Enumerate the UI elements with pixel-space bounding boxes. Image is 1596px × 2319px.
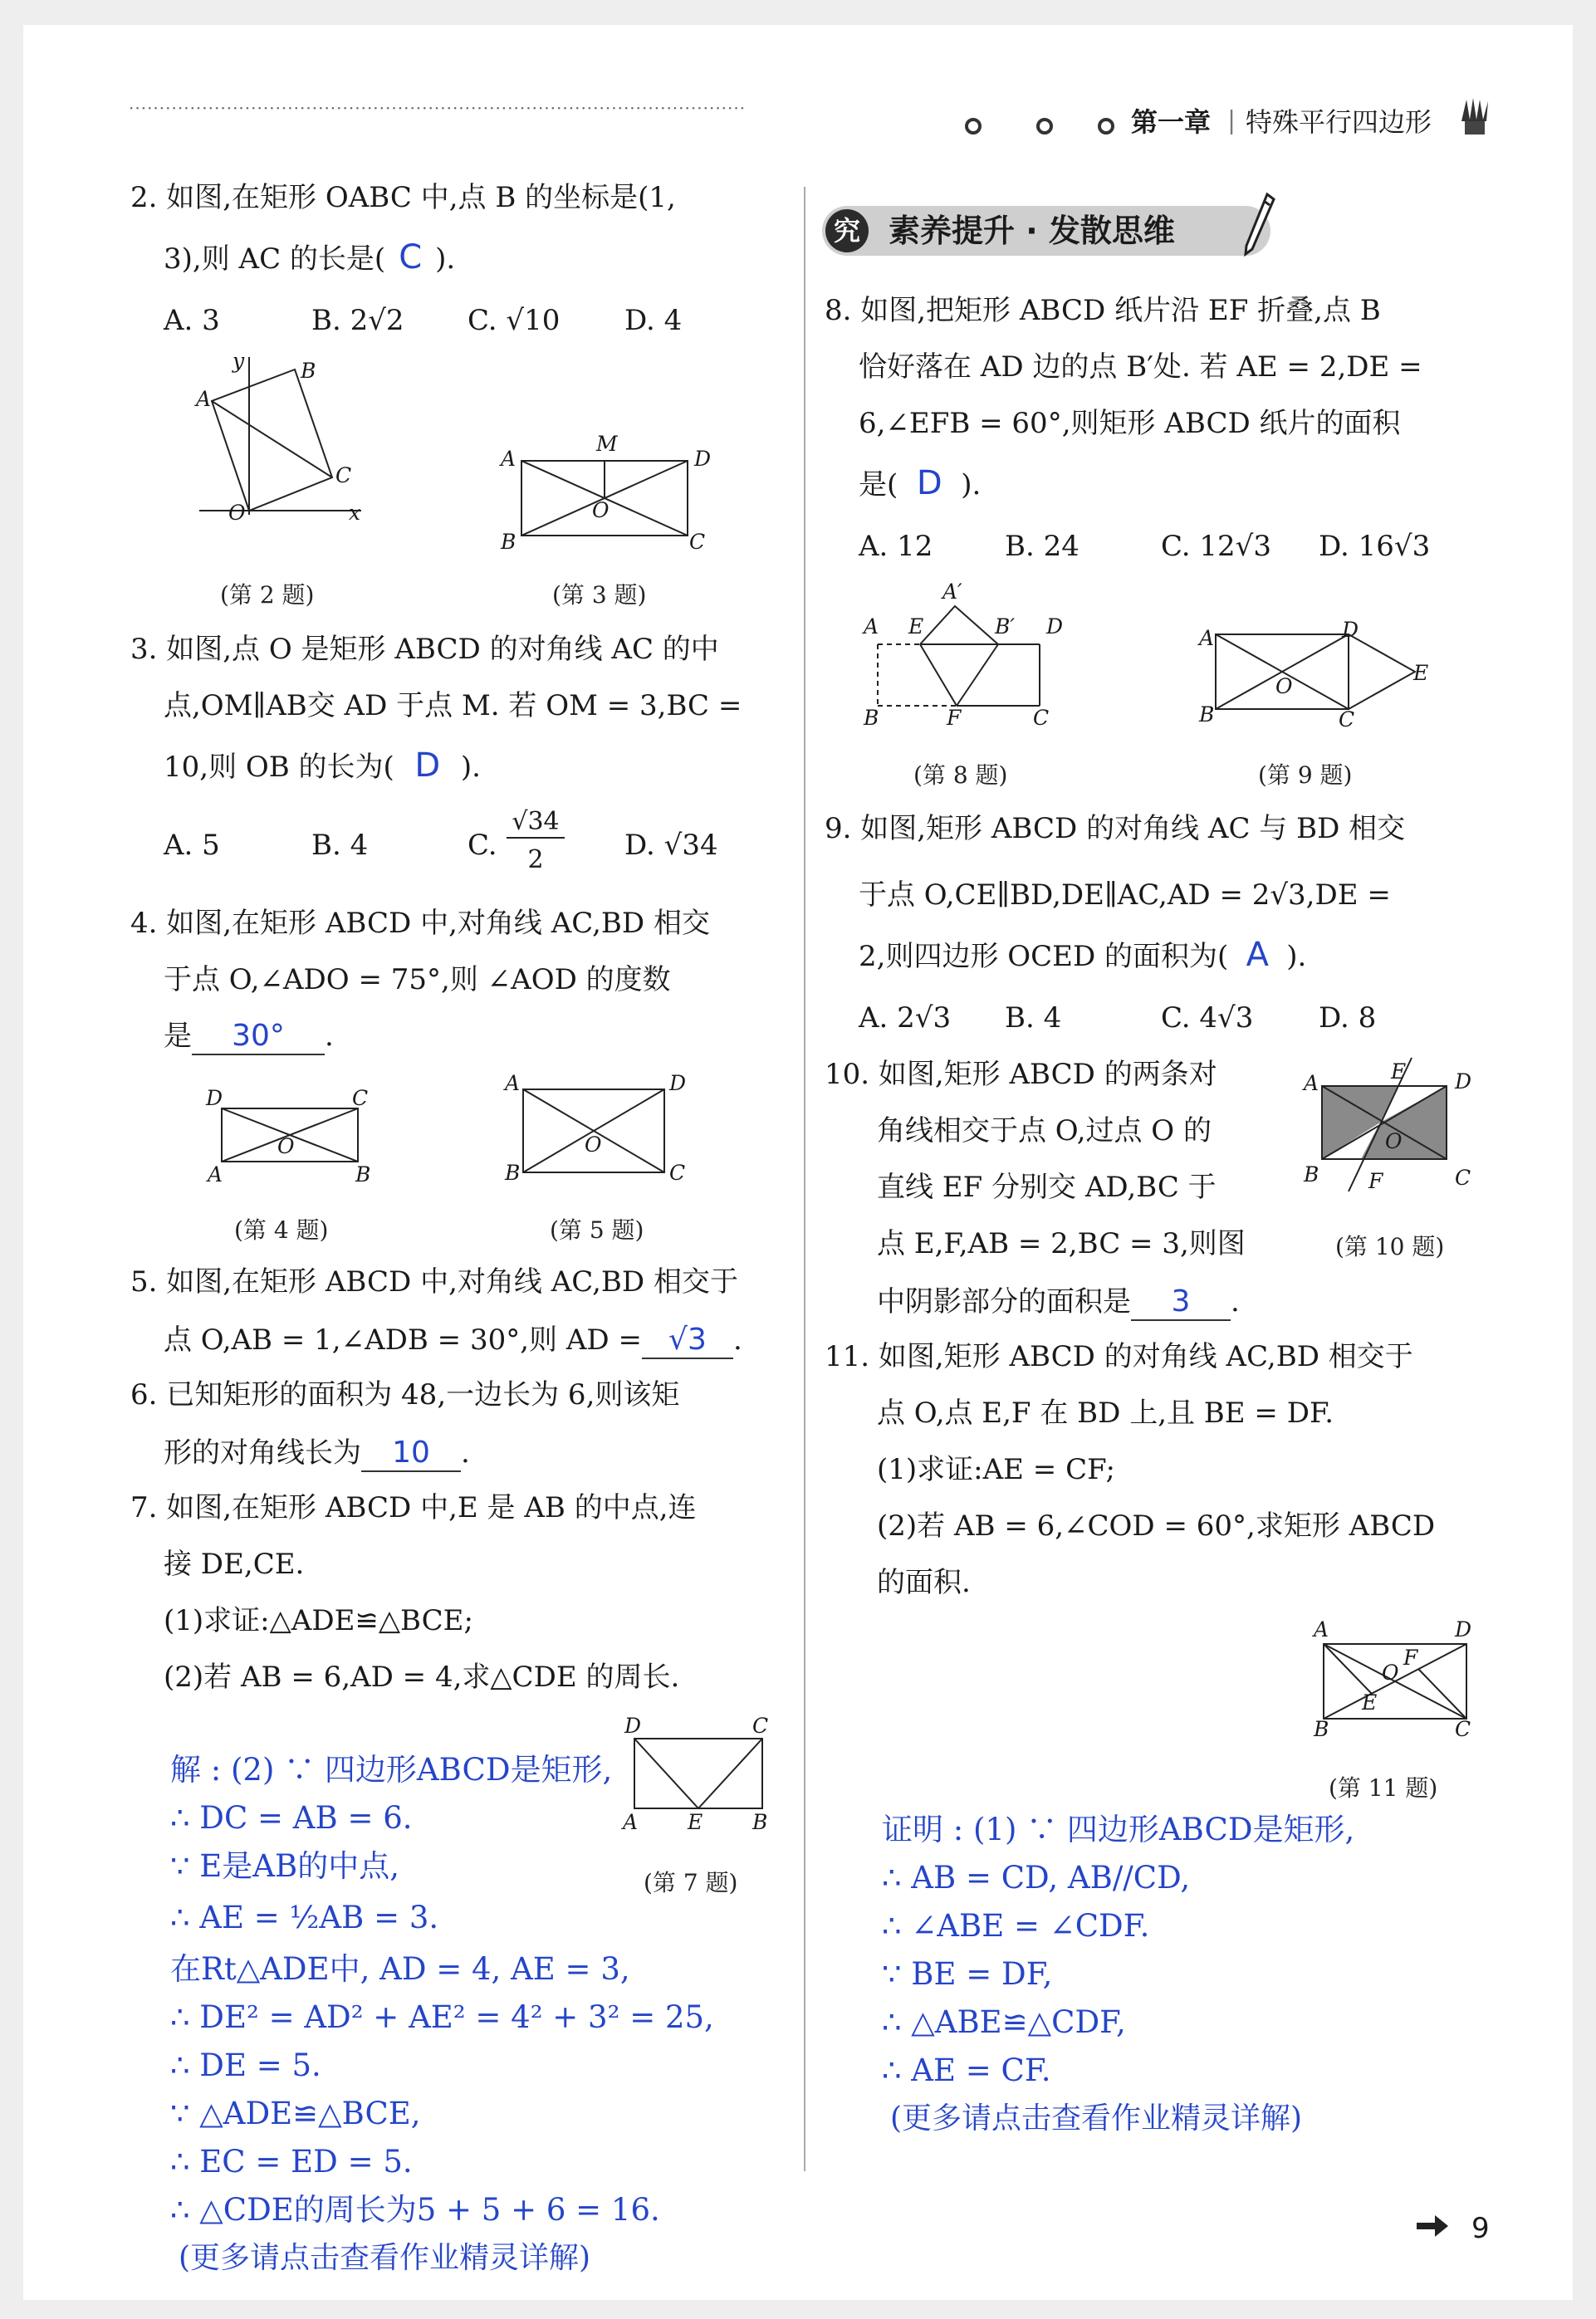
q7-solution-line: ∴ AE = ½AB = 3. [170,1900,439,1935]
q9-option-c: C. 4√3 [1161,1001,1254,1035]
fig5-label-a: A [505,1071,521,1095]
q11-solution-line: ∴ ∠ABE = ∠CDF. [882,1908,1150,1944]
q9-option-a: A. 2√3 [859,1001,952,1035]
q3-answer: D [414,746,441,785]
fig9-label-d: D [1342,618,1359,642]
q7-solution-line: ∵ △ADE≌△BCE, [170,2096,421,2131]
q11-caption: (第 11 题) [1329,1774,1438,1802]
q8-stem-line1: 8. 如图,把矩形 ABCD 纸片沿 EF 折叠,点 B [825,294,1381,327]
q7-solution-line: ∴ DE² = AD² + AE² = 4² + 3² = 25, [170,1999,714,2035]
fig2-label-o: O [228,501,246,525]
figure-q7 [633,1737,766,1812]
fig7-label-d: D [624,1714,642,1738]
fig8-label-a: A [864,614,879,638]
fig3-label-b: B [501,530,516,554]
figure-q8 [874,591,1056,716]
fig8-label-c: C [1033,706,1050,730]
q5-answer: √3 [642,1322,733,1359]
q8-stem-line2: 恰好落在 AD 边的点 B′处. 若 AE = 2,DE = [859,350,1422,384]
q9-stem-line3: 2,则四边形 OCED 的面积为( A ). [859,936,1307,974]
header-dotted-rule: ····································································································· [129,98,747,118]
q7-stem-line2: 接 DE,CE. [164,1548,305,1581]
q4-answer: 30° [192,1018,325,1055]
column-divider [804,187,805,2171]
q7-solution-line: 在Rt△ADE中, AD = 4, AE = 3, [170,1951,630,1987]
figure-q5 [521,1088,667,1175]
q6-stem-line2: 形的对角线长为 10 . [164,1435,470,1472]
fig5-label-b: B [505,1161,521,1185]
fig11-label-a: A [1314,1617,1329,1641]
fig4-label-o: O [277,1134,295,1158]
chapter-label: 第一章 [1131,106,1212,138]
q11-solution-line: ∵ BE = DF, [882,1956,1053,1992]
q11-part2-line2: 的面积. [877,1566,971,1599]
q10-caption: (第 10 题) [1335,1233,1445,1260]
q11-solution-line: ∴ AE = CF. [882,2052,1051,2088]
figure-q2 [191,353,374,527]
q9-stem-line2: 于点 O,CE∥BD,DE∥AC,AD = 2√3,DE = [859,878,1391,912]
fig3-label-m: M [596,432,618,456]
q2-stem-line1: 2. 如图,在矩形 OABC 中,点 B 的坐标是(1, [130,181,676,214]
section-badge: 究 [825,209,869,252]
fig3-label-a: A [501,447,516,471]
q5-stem-line2: 点 O,AB = 1,∠ADB = 30°,则 AD = √3 . [164,1322,742,1359]
fig11-label-f: F [1403,1646,1418,1670]
q8-option-c: C. 12√3 [1161,530,1271,563]
fig4-label-a: A [208,1162,223,1186]
q10-stem-line2: 角线相交于点 O,过点 O 的 [877,1114,1212,1147]
fig9-label-c: C [1339,707,1355,731]
q3-option-d: D. √34 [624,829,718,862]
q8-option-a: A. 12 [859,530,933,563]
fig9-label-b: B [1199,702,1215,727]
fig5-label-c: C [669,1161,686,1185]
fig11-label-b: B [1314,1717,1329,1741]
fig7-label-b: B [752,1810,768,1834]
q11-stem-line1: 11. 如图,矩形 ABCD 的对角线 AC,BD 相交于 [825,1340,1413,1373]
fig9-label-a: A [1199,626,1215,650]
q8-caption: (第 8 题) [913,761,1008,789]
q7-stem-line1: 7. 如图,在矩形 ABCD 中,E 是 AB 的中点,连 [130,1491,697,1524]
fig8-label-f: F [947,706,962,730]
q3-option-b: B. 4 [311,829,369,862]
q9-option-d: D. 8 [1319,1001,1377,1035]
fig4-label-c: C [352,1086,369,1110]
q8-stem-line4: 是( D ). [859,464,982,502]
fig10-label-c: C [1455,1166,1471,1190]
fig10-label-o: O [1385,1129,1403,1153]
q3-option-c-numerator: √34 [507,807,565,839]
q2-option-c: C. √10 [468,304,561,337]
q4-stem-line3: 是 30° . [164,1018,334,1055]
fig8-label-a-prime: A′ [942,580,962,604]
q8-answer: D [916,464,942,502]
fig10-label-e: E [1391,1059,1407,1084]
fig2-label-b: B [301,359,316,383]
q10-stem-line5: 中阴影部分的面积是 3 . [877,1284,1240,1321]
fig5-label-o: O [585,1133,602,1157]
q11-solution-line: ∴ AB = CD, AB//CD, [882,1860,1191,1896]
fig4-label-b: B [355,1162,371,1186]
pencil-icon [1242,191,1275,257]
q8-stem-line3: 6,∠EFB = 60°,则矩形 ABCD 纸片的面积 [859,407,1401,440]
fig8-label-d: D [1046,614,1064,638]
fig9-label-e: E [1413,661,1429,685]
q3-stem-line3: 10,则 OB 的长为( D ). [164,746,481,785]
q11-part1: (1)求证:AE = CF; [877,1453,1115,1486]
q9-answer: A [1246,936,1269,974]
q4-stem-line1: 4. 如图,在矩形 ABCD 中,对角线 AC,BD 相交 [130,907,710,940]
q2-stem-line2: 3),则 AC 的长是( C ). [164,238,456,276]
q7-solution-line: ∵ E是AB的中点, [170,1848,399,1884]
fig2-label-y: y [233,349,245,373]
q5-stem-line1: 5. 如图,在矩形 ABCD 中,对角线 AC,BD 相交于 [130,1265,738,1299]
page-number: 9 [1471,2212,1490,2245]
q8-option-b: B. 24 [1005,530,1080,563]
q2-caption: (第 2 题) [220,581,315,609]
q5-caption: (第 5 题) [550,1216,644,1244]
fig11-label-e: E [1362,1690,1378,1715]
q11-part2: (2)若 AB = 6,∠COD = 60°,求矩形 ABCD [877,1509,1436,1543]
fig10-label-b: B [1304,1162,1319,1186]
header-separator: | [1227,106,1236,135]
fig7-label-c: C [752,1714,769,1738]
q10-stem-line1: 10. 如图,矩形 ABCD 的两条对 [825,1058,1217,1091]
q7-solution-line: ∴ DE = 5. [170,2047,321,2083]
q4-caption: (第 4 题) [234,1216,329,1244]
q7-more-link[interactable]: (更多请点击查看作业精灵详解) [179,2241,591,2275]
fig11-label-c: C [1455,1717,1471,1741]
fig2-label-x: x [349,501,361,525]
plant-icon [1455,96,1495,138]
q9-stem-line1: 9. 如图,矩形 ABCD 的对角线 AC 与 BD 相交 [825,812,1406,845]
figure-q9 [1214,633,1422,716]
q7-part2: (2)若 AB = 6,AD = 4,求△CDE 的周长. [164,1661,680,1694]
fig10-label-a: A [1304,1071,1319,1095]
q11-solution-line: ∴ △ABE≌△CDF, [882,2004,1126,2040]
q11-more-link[interactable]: (更多请点击查看作业精灵详解) [890,2101,1303,2136]
fig2-label-a: A [196,387,212,411]
q3-option-c-denominator: 2 [527,845,544,874]
fig11-label-o: O [1382,1661,1399,1685]
q9-caption: (第 9 题) [1258,761,1353,789]
fig3-label-o: O [592,498,610,522]
fig10-label-d: D [1455,1069,1472,1093]
fig10-label-f: F [1368,1169,1383,1193]
next-arrow-icon[interactable] [1415,2214,1450,2238]
q2-option-d: D. 4 [624,304,683,337]
q6-stem-line1: 6. 已知矩形的面积为 48,一边长为 6,则该矩 [130,1378,680,1411]
q3-caption: (第 3 题) [552,581,647,609]
q11-stem-line2: 点 O,点 E,F 在 BD 上,且 BE = DF. [877,1397,1334,1430]
q3-stem-line2: 点,OM∥AB交 AD 于点 M. 若 OM = 3,BC = [164,689,742,722]
q6-answer: 10 [361,1435,461,1472]
fig8-label-b: B [864,706,879,730]
q7-solution-line: 解 : (2) ∵ 四边形ABCD是矩形, [170,1752,613,1788]
fig5-label-d: D [669,1071,687,1095]
fig8-label-e: E [908,614,924,638]
q3-option-a: A. 5 [164,829,220,862]
q4-stem-line2: 于点 O,∠ADO = 75°,则 ∠AOD 的度数 [164,963,671,996]
q10-stem-line4: 点 E,F,AB = 2,BC = 3,则图 [877,1227,1246,1260]
section-title: 素养提升 · 发散思维 [889,213,1175,249]
q7-solution-line: ∴ △CDE的周长为5 + 5 + 6 = 16. [170,2192,660,2228]
chapter-title: 特殊平行四边形 [1246,106,1432,138]
fig9-label-o: O [1275,674,1293,698]
q2-option-a: A. 3 [164,304,220,337]
q2-answer: C [399,238,423,276]
q7-part1: (1)求证:△ADE≌△BCE; [164,1604,473,1637]
fig7-label-e: E [688,1810,703,1834]
q9-option-b: B. 4 [1005,1001,1062,1035]
q11-solution-line: 证明 : (1) ∵ 四边形ABCD是矩形, [882,1812,1355,1847]
q8-option-d: D. 16√3 [1319,530,1431,563]
fig3-label-c: C [689,530,706,554]
q10-answer: 3 [1131,1284,1231,1321]
fig11-label-d: D [1455,1617,1472,1641]
q2-option-b: B. 2√2 [311,304,404,337]
header-circles [955,115,1121,139]
q7-caption: (第 7 题) [644,1869,738,1896]
q7-solution-line: ∴ DC = AB = 6. [170,1800,413,1836]
q3-stem-line1: 3. 如图,点 O 是矩形 ABCD 的对角线 AC 的中 [130,633,719,666]
fig8-label-b-prime: B′ [995,614,1016,638]
q10-stem-line3: 直线 EF 分别交 AD,BC 于 [877,1171,1217,1204]
fig7-label-a: A [623,1810,639,1834]
q3-option-c-prefix: C. [468,829,497,862]
fig3-label-d: D [694,447,712,471]
q7-solution-line: ∴ EC = ED = 5. [170,2144,413,2180]
fig4-label-d: D [206,1086,223,1110]
fig2-label-c: C [335,463,352,487]
